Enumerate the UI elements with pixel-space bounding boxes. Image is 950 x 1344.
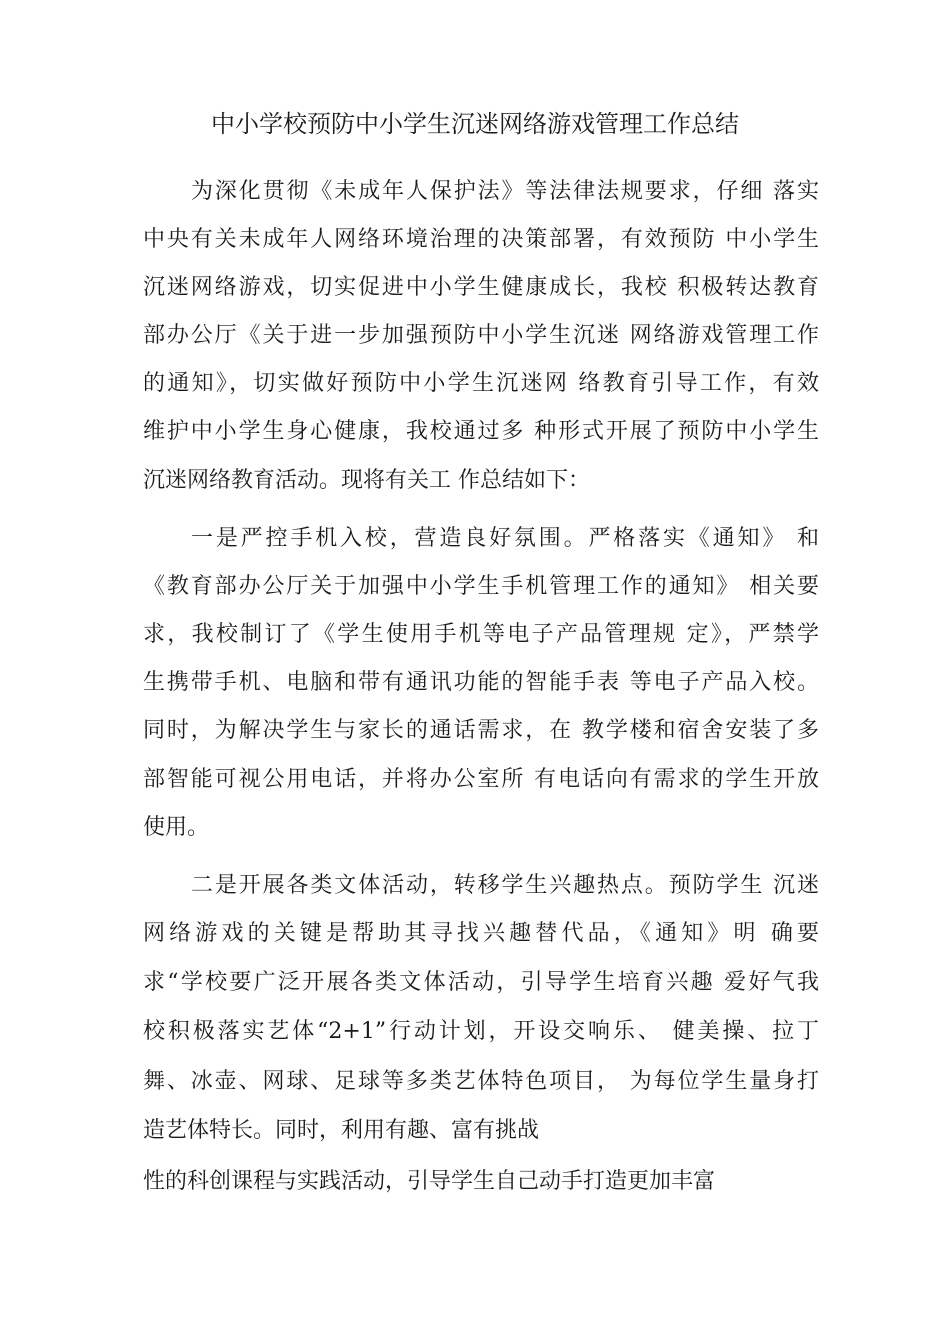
paragraph-line: 生携带手机、电脑和带有通讯功能的智能手表 等电子产品入校。	[143, 670, 819, 695]
paragraph-line: 《教育部办公厅关于加强中小学生手机管理工作的通知》 相关要	[143, 574, 819, 599]
paragraph-line: 校积极落实艺体“2+1”行动计划，开设交响乐、 健美操、拉丁	[143, 1019, 819, 1044]
paragraph-line: 性的科创课程与实践活动，引导学生自己动手打造更加丰富	[143, 1169, 716, 1194]
paragraph-line: 求，我校制订了《学生使用手机等电子产品管理规 定》，严禁学	[143, 622, 819, 647]
paragraph-line: 同时，为解决学生与家长的通话需求，在 教学楼和宿舍安装了多	[143, 718, 819, 743]
paragraph-line: 造艺体特长。同时，利用有趣、富有挑战	[143, 1118, 540, 1143]
paragraph-line: 沉迷网络教育活动。现将有关工 作总结如下：	[143, 468, 590, 493]
paragraph-line: 为深化贯彻《未成年人保护法》等法律法规要求，仔细 落实	[191, 179, 819, 204]
paragraph-line: 维护中小学生身心健康，我校通过多 种形式开展了预防中小学生	[143, 419, 819, 444]
paragraph-line: 舞、冰壶、网球、足球等多类艺体特色项目， 为每位学生量身打	[143, 1069, 819, 1094]
paragraph-line: 部办公厅《关于进一步加强预防中小学生沉迷 网络游戏管理工作	[143, 323, 819, 348]
paragraph-line: 的通知》，切实做好预防中小学生沉迷网 络教育引导工作，有效	[143, 371, 819, 396]
paragraph-line: 中央有关未成年人网络环境治理的决策部署，有效预防 中小学生	[143, 227, 819, 252]
paragraph-line: 网络游戏的关键是帮助其寻找兴趣替代品，《通知》明 确要	[143, 921, 819, 946]
paragraph-line: 使用。	[143, 815, 210, 840]
paragraph-line: 二是开展各类文体活动，转移学生兴趣热点。预防学生 沉迷	[191, 873, 819, 898]
document-title: 中小学校预防中小学生沉迷网络游戏管理工作总结	[211, 110, 739, 138]
paragraph-line: 部智能可视公用电话，并将办公室所 有电话向有需求的学生开放	[143, 767, 819, 792]
paragraph-line: 沉迷网络游戏，切实促进中小学生健康成长，我校 积极转达教育	[143, 275, 819, 300]
paragraph-line: 求“学校要广泛开展各类文体活动，引导学生培育兴趣 爱好气我	[143, 970, 819, 995]
paragraph-line: 一是严控手机入校，营造良好氛围。严格落实《通知》 和	[191, 526, 819, 551]
